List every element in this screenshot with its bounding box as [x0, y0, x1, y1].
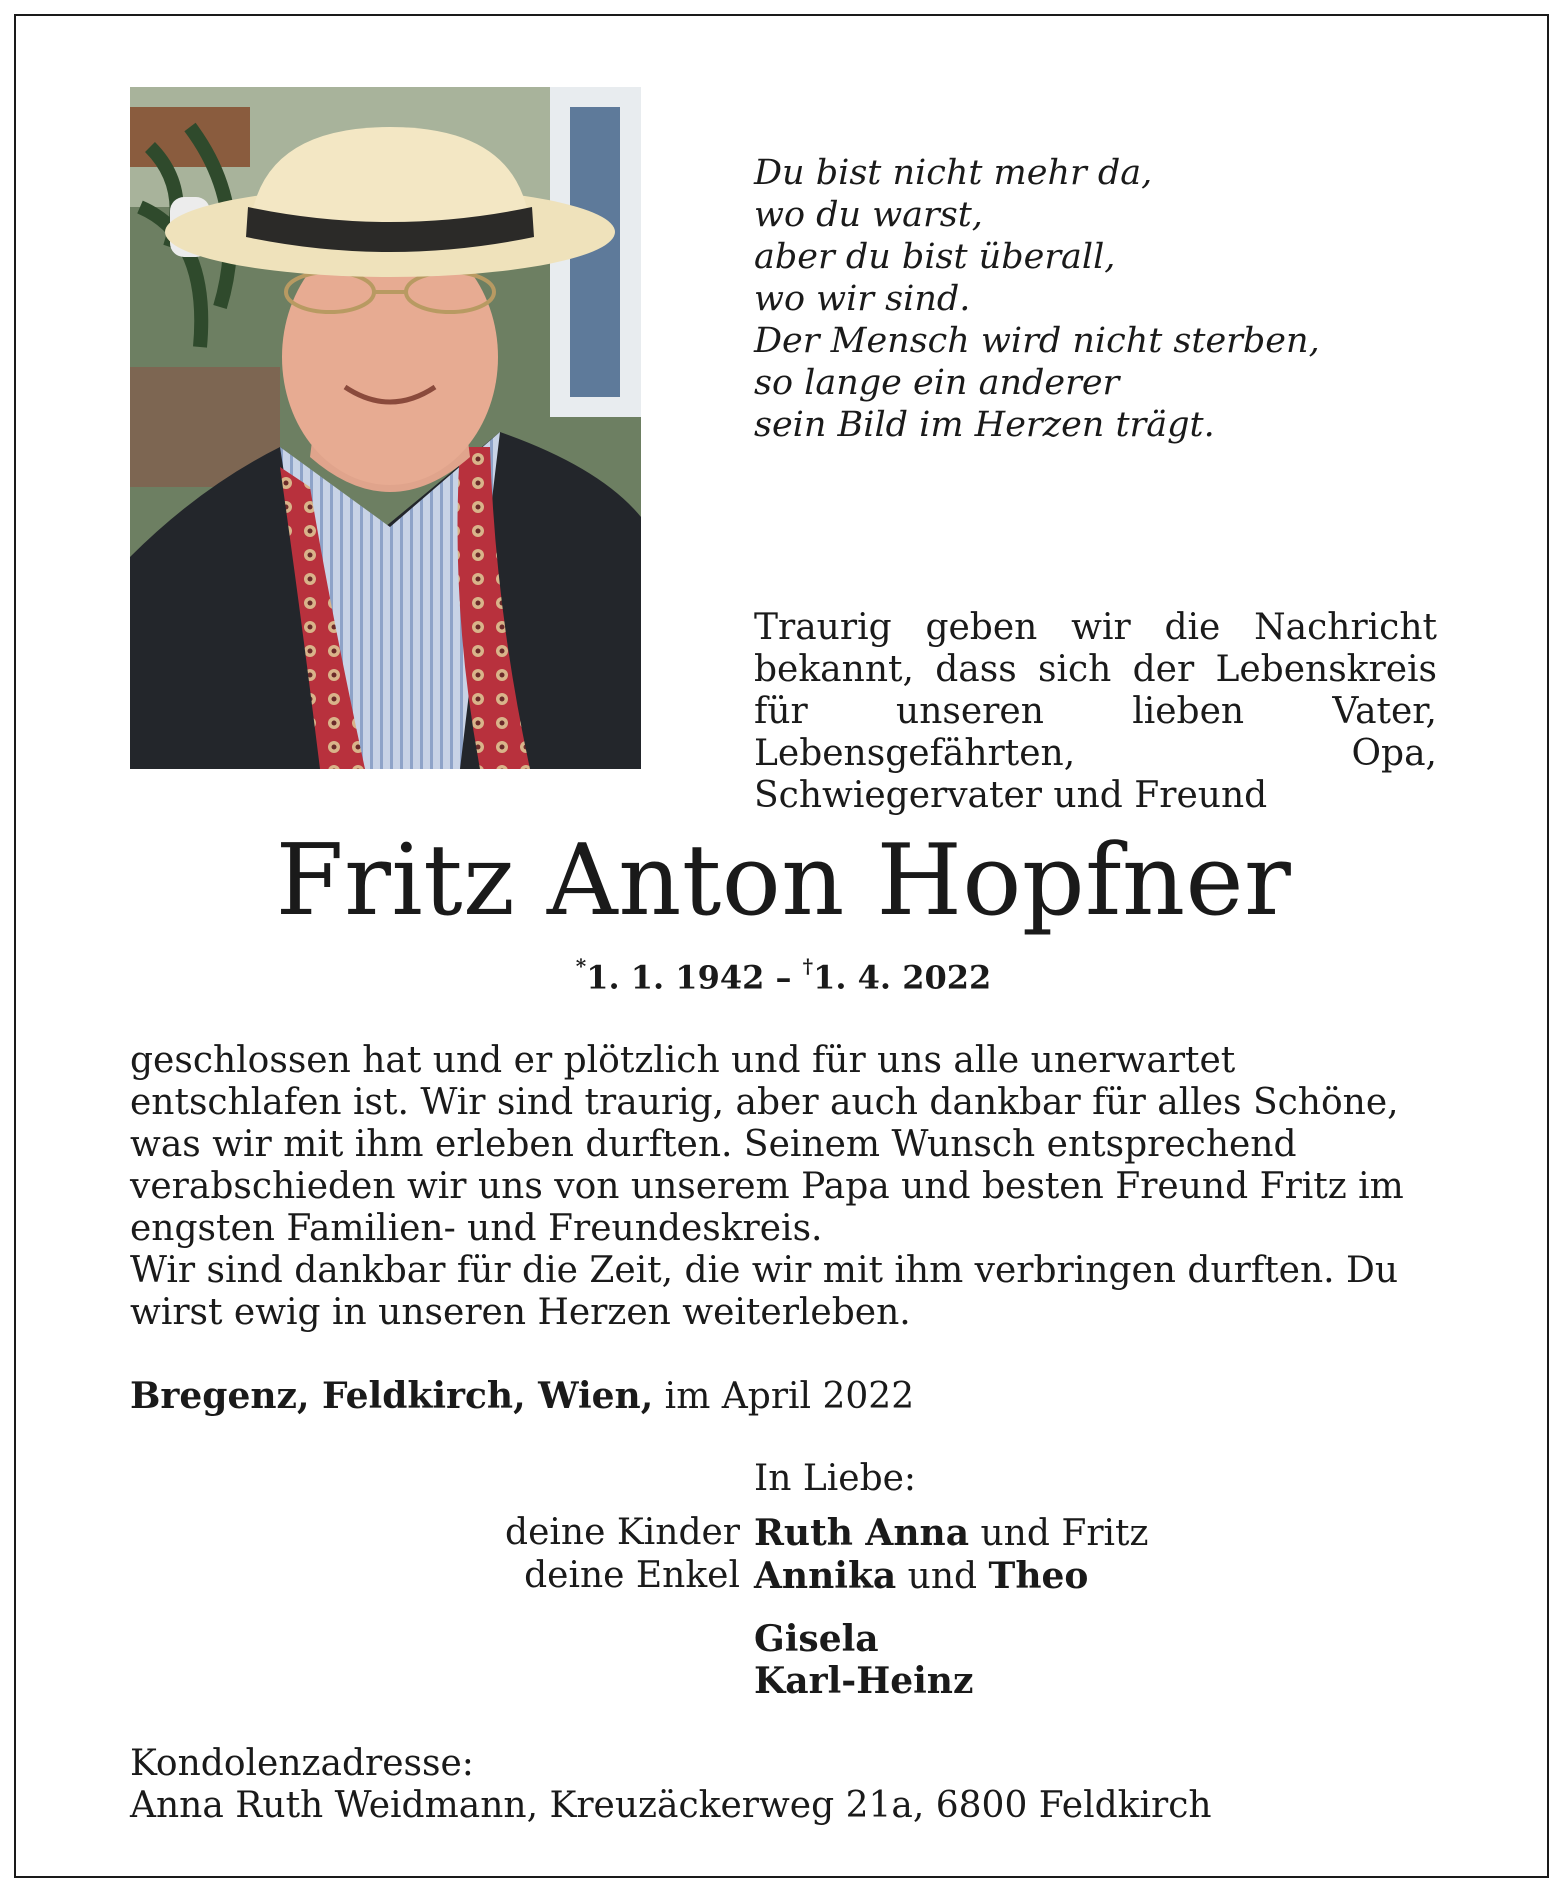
family-label: deine Kinder: [505, 1512, 740, 1553]
family-names: [754, 1555, 1088, 1598]
deceased-name: Fritz Anton Hopfner: [275, 824, 1292, 938]
family-connector: und: [896, 1556, 989, 1597]
place-date: im April 2022: [653, 1376, 915, 1417]
life-dates: [0, 950, 1567, 998]
poem-line: sein Bild im Herzen trägt.: [754, 405, 1215, 445]
poem-line: wo du warst,: [754, 195, 983, 235]
portrait-image: [130, 87, 641, 769]
family-label: deine Enkel: [524, 1555, 740, 1596]
family-names: [754, 1512, 1148, 1555]
place-cities: Bregenz, Feldkirch, Wien,: [130, 1375, 654, 1417]
body-paragraph-2: Wir sind dankbar für die Zeit, die wir mit ihm verbringen durften. Du wirst ewig in unseren Herzen weiterleben.: [130, 1250, 1399, 1333]
in-liebe-heading: In Liebe:: [754, 1458, 917, 1499]
poem-line: wo wir sind.: [754, 279, 971, 319]
memorial-poem: [754, 152, 1454, 446]
mourner-name: Karl-Heinz: [754, 1660, 974, 1702]
poem-line: Der Mensch wird nicht sterben,: [754, 321, 1320, 361]
announcement-intro: Traurig geben wir die Nachricht bekannt, dass sich der Lebenskreis für unseren lieben Vater, Lebensgefährten, Opa, Schwiegervater und Freund: [754, 607, 1437, 816]
poem-line: aber du bist überall,: [754, 237, 1116, 277]
poem-line: Du bist nicht mehr da,: [754, 153, 1153, 193]
family-row-enkel: [440, 1555, 1340, 1598]
mourner-name: Gisela: [754, 1618, 879, 1660]
condolence-address: [130, 1743, 1212, 1827]
family-name: Theo: [988, 1555, 1089, 1597]
condolence-label: Kondolenzadresse:: [130, 1743, 474, 1784]
additional-mourners: [754, 1618, 973, 1702]
death-date: 1. 4. 2022: [813, 958, 992, 997]
birth-date: 1. 1. 1942: [586, 958, 765, 997]
family-list: [440, 1512, 1340, 1598]
death-symbol: †: [802, 954, 814, 978]
date-separator: –: [764, 958, 803, 997]
family-name: Ruth Anna: [754, 1512, 970, 1554]
family-row-kinder: [440, 1512, 1340, 1555]
body-paragraph-1: geschlossen hat und er plötzlich und für uns alle unerwartet entschlafen ist. Wir sind traurig, aber auch dankbar für alles Schöne, was wir mit ihm erleben durften. Seinem Wunsch entsprechend verabschieden wir uns von unserem Papa und besten Freund Fritz im engsten Familien- und Freundeskreis.: [130, 1040, 1404, 1249]
portrait-photo: [130, 87, 641, 769]
family-name: Annika: [754, 1555, 897, 1597]
poem-line: so lange ein anderer: [754, 363, 1120, 403]
condolence-address-line: Anna Ruth Weidmann, Kreuzäckerweg 21a, 6800 Feldkirch: [130, 1785, 1212, 1826]
birth-symbol: *: [575, 954, 587, 978]
place-and-date: [130, 1375, 914, 1418]
family-connector: und Fritz: [969, 1513, 1149, 1554]
